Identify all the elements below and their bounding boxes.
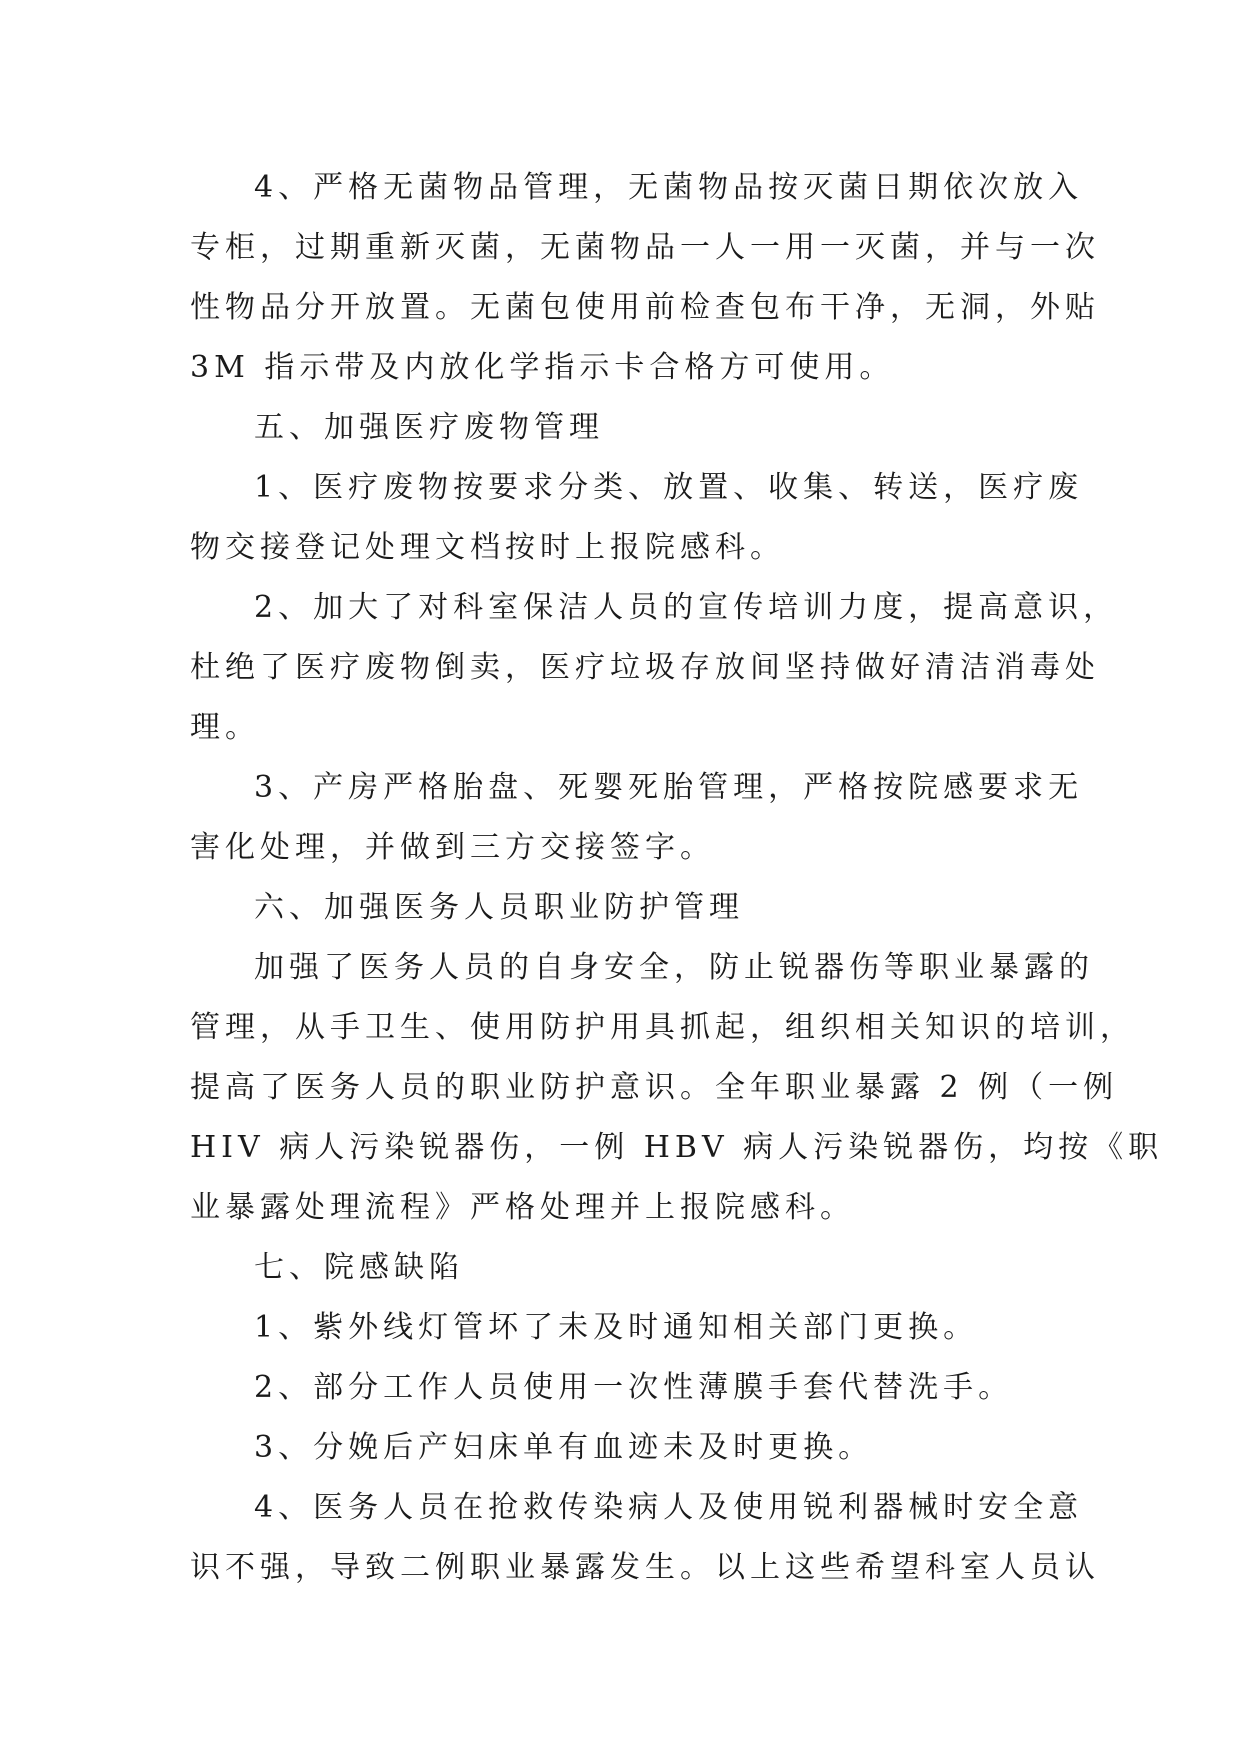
text-line: 3、分娩后产妇床单有血迹未及时更换。 (254, 1430, 874, 1465)
text-line: 加强了医务人员的自身安全，防止锐器伤等职业暴露的 (254, 950, 1094, 985)
section-heading: 六、加强医务人员职业防护管理 (254, 890, 744, 925)
section-heading: 七、院感缺陷 (254, 1250, 464, 1285)
text-line: HIV 病人污染锐器伤，一例 HBV 病人污染锐器伤，均按《职 (190, 1130, 1164, 1165)
paragraph-defect-2 (190, 1358, 1050, 1418)
text-line: 2、加大了对科室保洁人员的宣传培训力度，提高意识， (254, 590, 1119, 625)
text-line: 理。 (190, 710, 260, 745)
text-line: 提高了医务人员的职业防护意识。全年职业暴露 2 例（一例 (190, 1070, 1119, 1105)
text-line: 害化处理，并做到三方交接签字。 (190, 830, 715, 865)
text-line: 物交接登记处理文档按时上报院感科。 (190, 530, 785, 565)
document-body (190, 158, 1164, 1598)
text-line: 4、医务人员在抢救传染病人及使用锐利器械时安全意 (254, 1490, 1084, 1525)
text-line: 1、紫外线灯管坏了未及时通知相关部门更换。 (254, 1310, 979, 1345)
text-line: 杜绝了医疗废物倒卖，医疗垃圾存放间坚持做好清洁消毒处 (190, 650, 1100, 685)
section-heading-medical-waste (190, 398, 1050, 458)
text-line: 1、医疗废物按要求分类、放置、收集、转送，医疗废 (254, 470, 1084, 505)
text-line: 3M 指示带及内放化学指示卡合格方可使用。 (190, 350, 895, 385)
paragraph-defect-1 (190, 1298, 1050, 1358)
section-heading-defects (190, 1238, 1050, 1298)
text-line: 业暴露处理流程》严格处理并上报院感科。 (190, 1190, 855, 1225)
paragraph-waste-2 (190, 578, 1119, 758)
paragraph-occupational-protection (190, 938, 1164, 1238)
text-line: 3、产房严格胎盘、死婴死胎管理，严格按院感要求无 (254, 770, 1084, 805)
paragraph-sterile-items (190, 158, 1100, 398)
text-line: 专柜，过期重新灭菌，无菌物品一人一用一灭菌，并与一次 (190, 230, 1100, 265)
paragraph-defect-4 (190, 1478, 1100, 1598)
paragraph-waste-1 (190, 458, 1084, 578)
paragraph-waste-3 (190, 758, 1084, 878)
section-heading-occupational-protection (190, 878, 1050, 938)
section-heading: 五、加强医疗废物管理 (254, 410, 604, 445)
text-line: 2、部分工作人员使用一次性薄膜手套代替洗手。 (254, 1370, 1014, 1405)
text-line: 识不强，导致二例职业暴露发生。以上这些希望科室人员认 (190, 1550, 1100, 1585)
text-line: 4、严格无菌物品管理，无菌物品按灭菌日期依次放入 (254, 170, 1084, 205)
paragraph-defect-3 (190, 1418, 1050, 1478)
text-line: 管理，从手卫生、使用防护用具抓起，组织相关知识的培训， (190, 1010, 1135, 1045)
text-line: 性物品分开放置。无菌包使用前检查包布干净，无洞，外贴 (190, 290, 1100, 325)
